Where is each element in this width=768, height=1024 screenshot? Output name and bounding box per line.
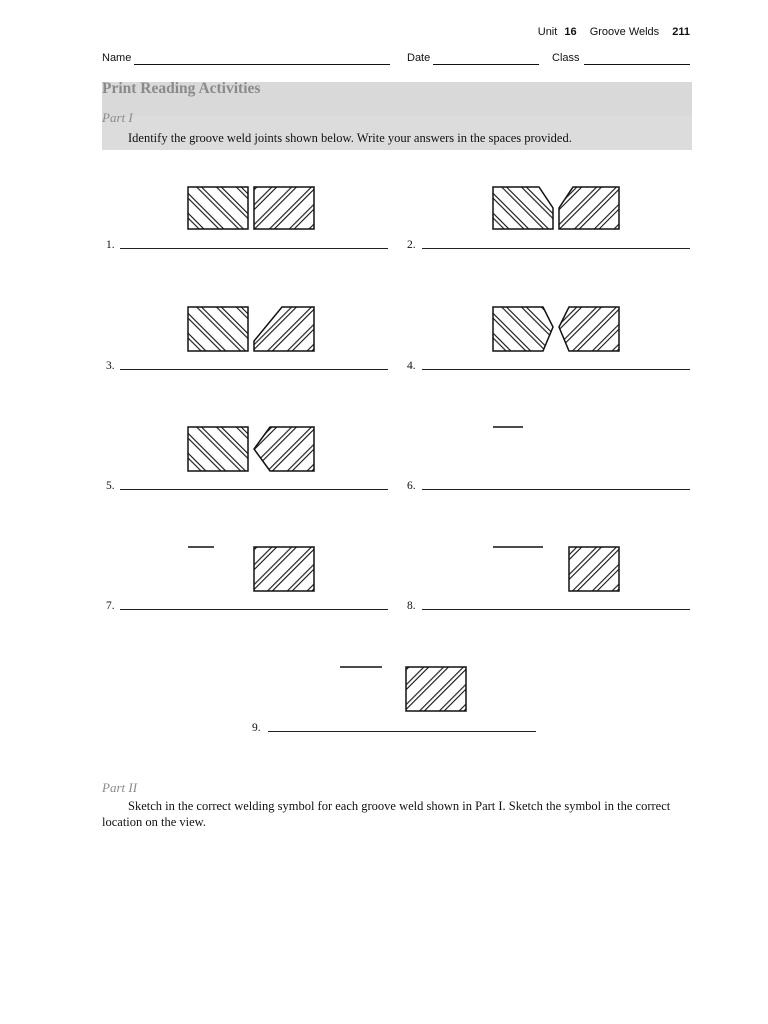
answer-line-5[interactable] <box>120 489 388 490</box>
answer-line-7[interactable] <box>120 609 388 610</box>
class-field[interactable] <box>584 64 690 65</box>
right-plate <box>569 547 619 591</box>
answer-line-1[interactable] <box>120 248 388 249</box>
right-plate <box>559 187 619 229</box>
name-field[interactable] <box>134 64 390 65</box>
class-label: Class <box>552 52 580 64</box>
joint-6-u-groove <box>491 425 621 473</box>
item-number: 9. <box>252 722 261 734</box>
student-info-row <box>102 52 692 68</box>
part1-instructions: Identify the groove weld joints shown below. Write your answers in the spaces provided. <box>128 131 572 145</box>
left-plate <box>188 307 248 351</box>
part2-instructions: Sketch in the correct welding symbol for each groove weld shown in Part I. Sketch the symbol in the correct location on the view. <box>102 799 671 829</box>
left-plate <box>493 187 553 229</box>
item-number: 7. <box>106 600 115 612</box>
answer-line-6[interactable] <box>422 489 690 490</box>
right-plate <box>254 547 314 591</box>
unit-title: Groove Welds <box>589 26 660 38</box>
joint-2-double-bevel-groove <box>491 185 621 231</box>
part1-title: Part I <box>102 110 133 125</box>
left-plate <box>188 187 248 229</box>
answer-line-9[interactable] <box>268 731 536 732</box>
right-plate <box>559 307 619 351</box>
right-plate <box>406 667 466 711</box>
running-header <box>534 26 690 38</box>
item-number: 5. <box>106 480 115 492</box>
answer-line-2[interactable] <box>422 248 690 249</box>
item-number: 3. <box>106 360 115 372</box>
date-label: Date <box>407 52 431 64</box>
joint-9-double-j-groove <box>338 665 468 713</box>
right-plate <box>254 307 314 351</box>
joint-5-double-bevel-groove <box>186 425 316 473</box>
joint-1-square-groove <box>186 185 316 231</box>
name-label: Name <box>102 52 132 64</box>
joint-4-double-v-groove <box>491 305 621 353</box>
answer-line-3[interactable] <box>120 369 388 370</box>
section-title: Print Reading Activities <box>102 80 261 97</box>
joint-7-j-groove <box>186 545 316 593</box>
left-plate <box>188 427 248 471</box>
item-number: 8. <box>407 600 416 612</box>
item-number: 4. <box>407 360 416 372</box>
unit-label: Unit <box>537 26 558 38</box>
right-plate <box>254 187 314 229</box>
item-number: 2. <box>407 239 416 251</box>
joint-3-bevel-groove <box>186 305 316 353</box>
part2-title: Part II <box>102 780 138 795</box>
answer-line-8[interactable] <box>422 609 690 610</box>
answer-line-4[interactable] <box>422 369 690 370</box>
item-number: 1. <box>106 239 115 251</box>
joint-8-double-u-groove <box>491 545 621 593</box>
unit-number: 16 <box>564 26 577 38</box>
left-plate <box>493 307 553 351</box>
page-number: 211 <box>672 26 690 38</box>
right-plate <box>254 427 314 471</box>
item-number: 6. <box>407 480 416 492</box>
date-field[interactable] <box>433 64 539 65</box>
